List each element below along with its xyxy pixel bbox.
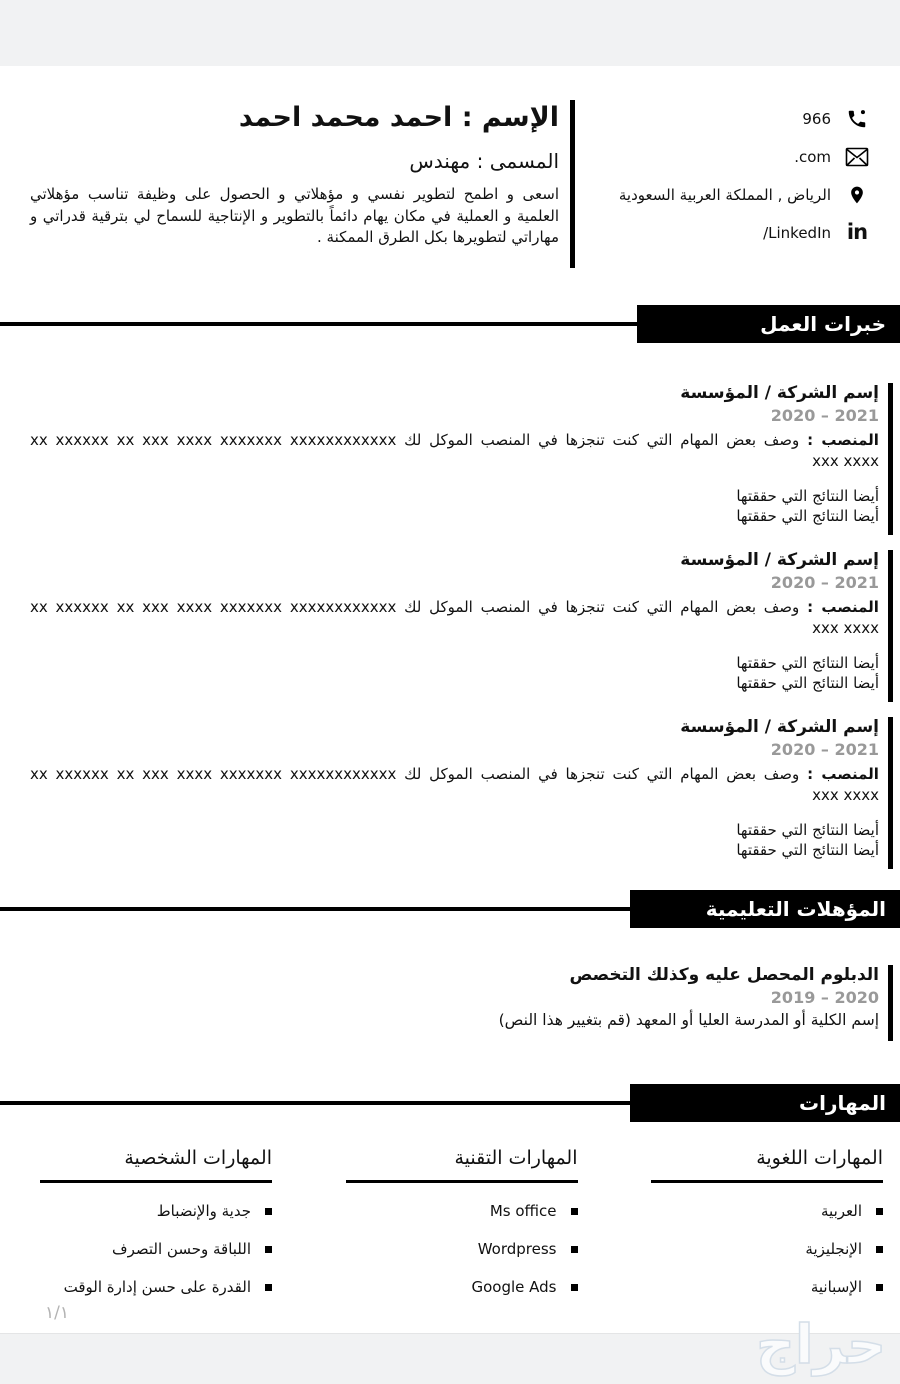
square-bullet-icon	[265, 1208, 272, 1215]
page-number: ١/١	[45, 1303, 69, 1323]
skills-column-languages	[651, 1145, 883, 1297]
skill-item: اللباقة وحسن التصرف	[40, 1239, 272, 1259]
square-bullet-icon	[265, 1246, 272, 1253]
role-description-cont: xxx xxxx	[812, 619, 879, 637]
square-bullet-icon	[571, 1208, 578, 1215]
result-line: أيضا النتائج التي حققتها	[736, 821, 879, 839]
section-title-experience: خبرات العمل	[637, 305, 900, 343]
square-bullet-icon	[876, 1208, 883, 1215]
role-description-cont: xxx xxxx	[812, 452, 879, 470]
email-value: .com	[794, 147, 831, 166]
location-row	[558, 182, 870, 207]
result-line: أيضا النتائج التي حققتها	[736, 506, 879, 525]
full-name: الإسم : احمد محمد احمد	[238, 102, 559, 133]
section-title-education: المؤهلات التعليمية	[630, 890, 900, 928]
result-line: أيضا النتائج التي حققتها	[736, 673, 879, 692]
skills-columns	[40, 1145, 883, 1297]
result-line: أيضا النتائج التي حققتها	[736, 654, 879, 672]
dates-range: 2020 – 2021	[770, 573, 879, 592]
square-bullet-icon	[571, 1284, 578, 1291]
square-bullet-icon	[876, 1246, 883, 1253]
job-title: المسمى : مهندس	[409, 149, 559, 174]
skill-item: العربية	[651, 1201, 883, 1221]
profile-summary: اسعى و اطمح لتطوير نفسي و مؤهلاتي و الحصول على وظيفة تناسب مؤهلاتي العلمية و العملية في مكان يهام دائماً بالتطوير و الإنتاجية للسماح لي بترقية قدراتي و مهاراتي لتطويرها بكل الطرق الممكنة .	[30, 185, 559, 247]
skills-column-personal	[40, 1145, 272, 1297]
degree-name: الدبلوم المحصل عليه وكذلك التخصص	[569, 965, 879, 985]
company-name: إسم الشركة / المؤسسة	[680, 717, 879, 737]
square-bullet-icon	[876, 1284, 883, 1291]
role-description: المنصب : وصف بعض المهام التي كنت تنجزها في المنصب الموكل لك xx xxxxxx xx xxx xxxx xxxxxxx xxxxxxxxxxxx	[30, 765, 879, 783]
school-name: إسم الكلية أو المدرسة العليا أو المعهد (قم بتغيير هذا النص)	[498, 1011, 879, 1029]
experience-entry-3	[30, 717, 893, 869]
section-title-skills: المهارات	[630, 1084, 900, 1122]
phone-value: 966	[802, 109, 831, 128]
results-list	[30, 487, 879, 526]
experience-entry-2	[30, 550, 893, 702]
role-description: المنصب : وصف بعض المهام التي كنت تنجزها في المنصب الموكل لك xx xxxxxx xx xxx xxxx xxxxxxx xxxxxxxxxxxx	[30, 598, 879, 616]
skill-item: Google Ads	[346, 1277, 578, 1297]
mail-icon	[844, 145, 870, 169]
skills-column-title: المهارات اللغوية	[651, 1145, 883, 1183]
company-name: إسم الشركة / المؤسسة	[680, 383, 879, 403]
skills-column-title: المهارات الشخصية	[40, 1145, 272, 1183]
phone-icon	[844, 107, 870, 131]
linkedin-row[interactable]	[558, 220, 870, 245]
section-header-skills	[0, 1084, 900, 1122]
role-description-cont: xxx xxxx	[812, 786, 879, 804]
email-row	[558, 144, 870, 169]
square-bullet-icon	[265, 1284, 272, 1291]
results-list	[30, 654, 879, 693]
result-line: أيضا النتائج التي حققتها	[736, 840, 879, 859]
phone-row	[558, 106, 870, 131]
haraj-watermark: حراج	[756, 1313, 886, 1376]
section-rule	[0, 907, 630, 911]
linkedin-icon: in	[846, 220, 868, 244]
experience-entry-1	[30, 383, 893, 535]
square-bullet-icon	[571, 1246, 578, 1253]
cv-page	[0, 66, 900, 1333]
skill-item: الإسبانية	[651, 1277, 883, 1297]
role-description: المنصب : وصف بعض المهام التي كنت تنجزها في المنصب الموكل لك xx xxxxxx xx xxx xxxx xxxxxxx xxxxxxxxxxxx	[30, 431, 879, 449]
section-header-education	[0, 890, 900, 928]
skill-item: الإنجليزية	[651, 1239, 883, 1259]
location-pin-icon	[844, 183, 870, 207]
company-name: إسم الشركة / المؤسسة	[680, 550, 879, 570]
identity-block	[30, 100, 575, 268]
dates-range: 2019 – 2020	[770, 988, 879, 1007]
skill-item: جدية والإنضباط	[40, 1201, 272, 1221]
dates-range: 2020 – 2021	[770, 740, 879, 759]
section-header-experience	[0, 305, 900, 343]
dates-range: 2020 – 2021	[770, 406, 879, 425]
skill-item: Ms office	[346, 1201, 578, 1221]
skill-item: Wordpress	[346, 1239, 578, 1259]
contact-block	[558, 106, 870, 245]
section-rule	[0, 322, 637, 326]
skills-column-title: المهارات التقنية	[346, 1145, 578, 1183]
result-line: أيضا النتائج التي حققتها	[736, 487, 879, 505]
education-entry-1	[30, 965, 893, 1041]
skill-item: القدرة على حسن إدارة الوقت	[40, 1277, 272, 1297]
results-list	[30, 821, 879, 860]
location-value: الرياض , المملكة العربية السعودية	[618, 185, 831, 204]
linkedin-link[interactable]: /LinkedIn	[763, 223, 831, 242]
section-rule	[0, 1101, 630, 1105]
skills-column-technical	[346, 1145, 578, 1297]
